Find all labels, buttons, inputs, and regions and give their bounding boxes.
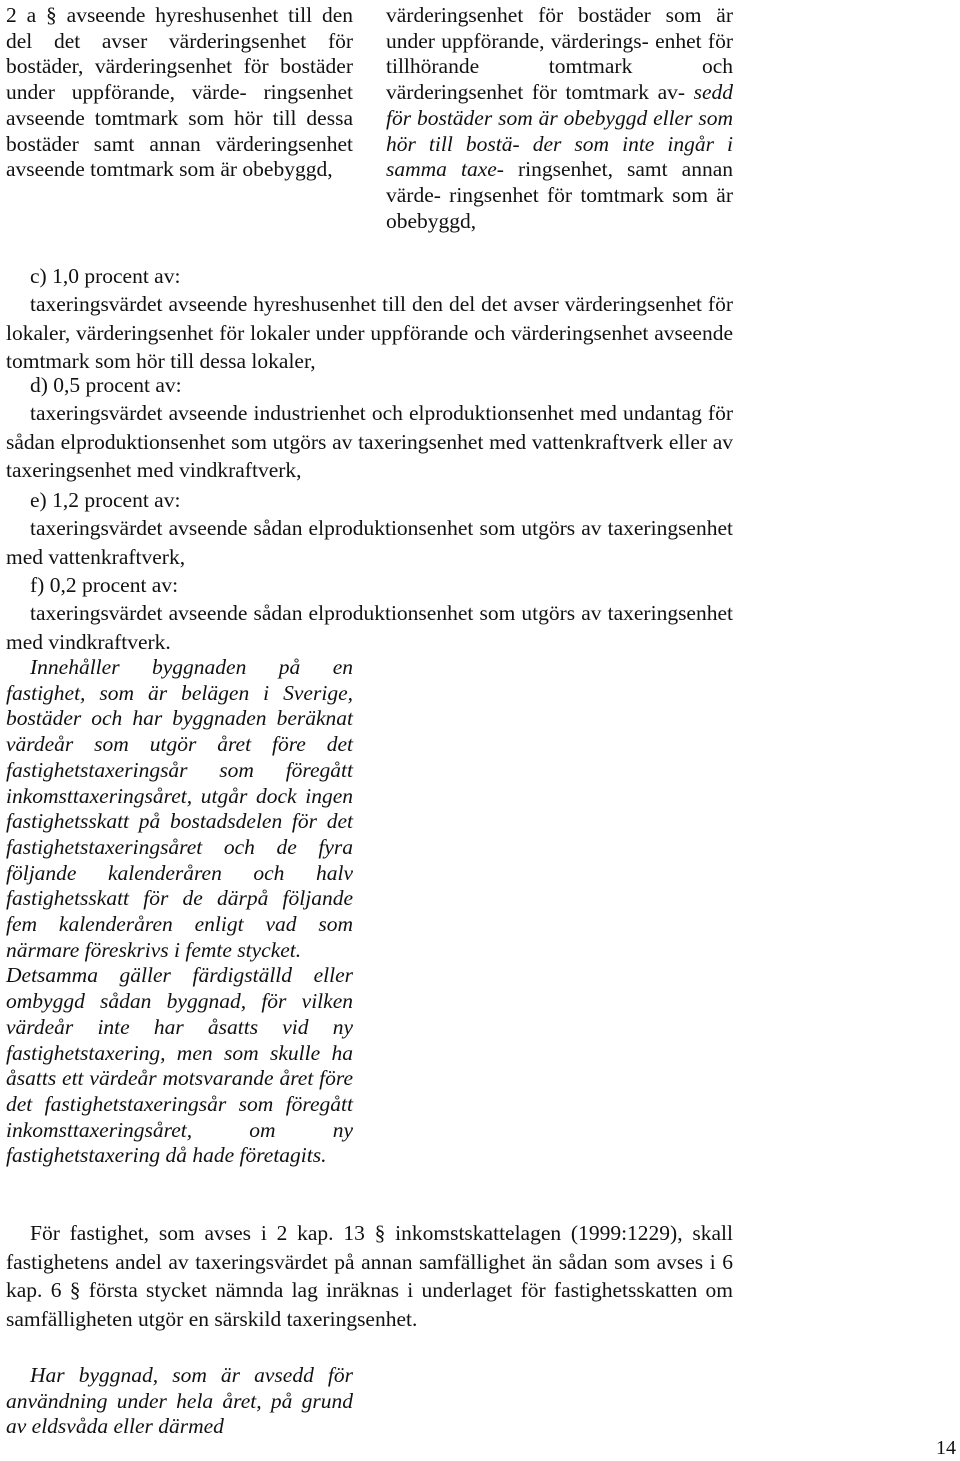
proposed-wording-line: ringsenhet, samt annan värde- — [386, 157, 734, 207]
new-exemption-text — [6, 655, 353, 1169]
item-d-body: taxeringsvärdet avseende industrienhet och elproduktionsenhet med undantag för sådan elproduktionsenhet som utgörs av taxeringsenhet med vattenkraftverk eller av taxeringsenhet med vindkraftverk, — [6, 401, 733, 482]
proposed-wording-line: obebyggd, — [386, 208, 477, 233]
item-e-body: taxeringsvärdet avseende sådan elproduktionsenhet som utgörs av taxeringsenhet med vattenkraftverk, — [6, 516, 733, 569]
item-f-body: taxeringsvärdet avseende sådan elproduktionsenhet som utgörs av taxeringsenhet med vindkraftverk. — [6, 601, 733, 654]
proposed-wording-column — [386, 3, 733, 234]
exemption-paragraph: Detsamma gäller färdigställd eller ombyggd sådan byggnad, för vilken värdeår inte har åsatts vid ny fastighetstaxering, men som skulle ha åsatts ett värdeår motsvarande året före det fastighetstaxeringsår som föregått inkomsttaxeringsåret, om ny fastighetstaxering då hade företagits. — [6, 963, 353, 1168]
proposed-wording-line: värderingsenhet för tomtmark av- — [386, 80, 686, 105]
fire-damage-paragraph: Har byggnad, som är avsedd för användning under hela året, på grund av eldsvåda eller därmed — [6, 1363, 353, 1439]
current-wording-line: tomtmark som är obebyggd, — [90, 157, 333, 182]
current-wording-line: annan värderingsenhet avseende — [6, 131, 353, 182]
page-number: 14 — [936, 1437, 956, 1459]
proposed-wording-line: är under uppförande, värderings- — [386, 3, 733, 53]
proposed-wording-line: ringsenhet för tomtmark som är — [449, 182, 733, 207]
current-wording-line: som hör till dessa bostäder samt — [6, 105, 353, 156]
current-wording-line: ringsenhet avseende tomtmark — [6, 80, 353, 130]
item-c-heading: c) 1,0 procent av: — [30, 264, 181, 288]
proposed-wording-line: värderingsenhet för bostäder som — [386, 3, 702, 27]
samfallighet-paragraph: För fastighet, som avses i 2 kap. 13 § inkomstskattelagen (1999:1229), skall fastighetens andel av taxeringsvärdet på annan samfällighet än sådan som avses i 6 kap. 6 § första stycket nämnda lag inräknas i underlaget för fastighetsskatten om samfälligheten utgör en särskild taxeringsenhet. — [6, 1221, 733, 1331]
current-wording-column — [6, 3, 353, 183]
proposed-wording-line: obebyggd eller som hör till bostä- — [386, 105, 733, 156]
current-wording-line: den del det avser värderingsenhet — [6, 3, 353, 53]
proposed-wording-line: sedd för bostäder som är — [386, 80, 734, 130]
proposed-wording-line: enhet för tillhörande tomtmark och — [386, 28, 733, 79]
current-wording-line: för bostäder, värderingsenhet för — [6, 28, 354, 79]
item-c-body: taxeringsvärdet avseende hyreshusenhet till den del det avser värderingsenhet för lokaler, värderingsenhet för lokaler under uppförande och värderingsenhet avseende tomtmark som hör till dessa lokaler, — [6, 292, 733, 373]
current-wording-line: bostäder under uppförande, värde- — [6, 54, 353, 105]
item-d-heading: d) 0,5 procent av: — [30, 373, 182, 397]
exemption-paragraph: Innehåller byggnaden på en fastighet, som är belägen i Sverige, bostäder och har byggnaden beräknat värdeår som utgör året före det fastighetstaxeringsår som föregått inkomsttaxeringsåret, utgår dock ingen fastighetsskatt på bostadsdelen för det fastighetstaxeringsåret och de fyra följande kalenderåren och halv fastighetsskatt för de därpå följande fem kalenderåren enligt vad som närmare föreskrivs i femte stycket. — [6, 655, 353, 962]
item-f-heading: f) 0,2 procent av: — [30, 573, 179, 597]
proposed-wording-line: der som inte ingår i samma taxe- — [386, 131, 734, 182]
current-wording-line: 2 a § avseende hyreshusenhet till — [6, 3, 313, 27]
item-e-heading: e) 1,2 procent av: — [30, 488, 181, 512]
